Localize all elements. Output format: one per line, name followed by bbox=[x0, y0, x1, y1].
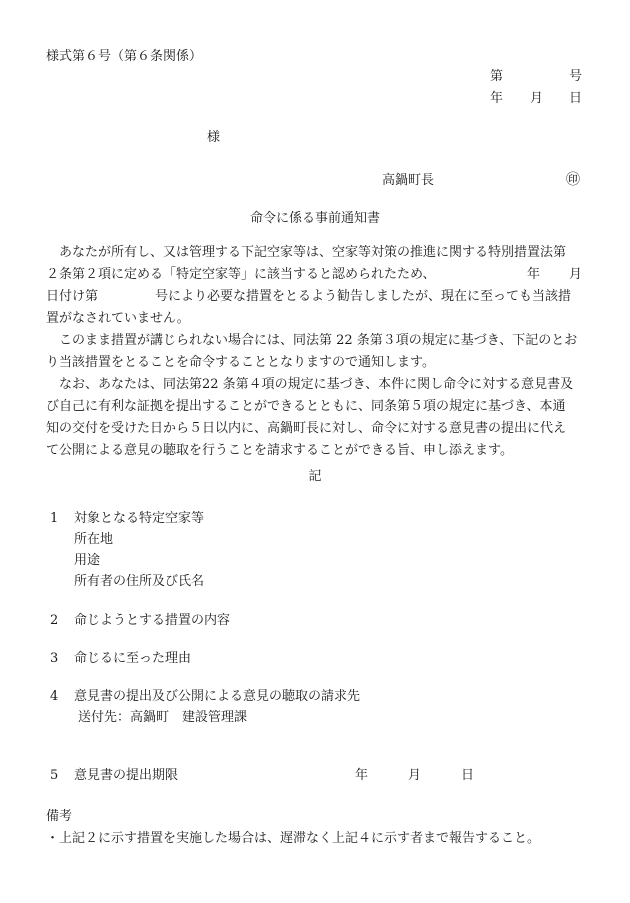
item2-title: 命じようとする措置の内容 bbox=[74, 613, 231, 628]
body-p1-line3b: 号により必要な措置をとるよう勧告しましたが、現在に至っても当該措 bbox=[155, 289, 572, 304]
item1-title: 対象となる特定空家等 bbox=[74, 511, 205, 526]
document-title: 命令に係る事前通知書 bbox=[249, 211, 380, 226]
item3-number: 3 bbox=[50, 651, 59, 666]
item1-number: 1 bbox=[50, 511, 59, 526]
body-p1-line3a: 日付け第 bbox=[46, 289, 99, 304]
body-p3-line1: なお、あなたは、同法第22 条第４項の規定に基づき、本件に関し命令に対する意見書及 bbox=[59, 377, 574, 392]
remarks-text: 上記２に示す措置を実施した場合は、遅滞なく上記４に示す者まで報告すること。 bbox=[59, 831, 541, 846]
item5-number: 5 bbox=[50, 768, 59, 783]
item1-owner: 所有者の住所及び氏名 bbox=[74, 574, 205, 589]
item4-number: 4 bbox=[50, 689, 59, 704]
body-p2-line2: り当該措置をとることを命令することとなりますので通知します。 bbox=[46, 355, 435, 370]
number-suffix: 号 bbox=[569, 69, 583, 84]
item5-day: 日 bbox=[461, 768, 475, 783]
addressee-honorific: 様 bbox=[207, 130, 221, 145]
body-p3-line3: 知の交付を受けた日から５日以内に、高鍋町長に対し、命令に対する意見書の提出に代え bbox=[46, 421, 567, 436]
item3-title: 命じるに至った理由 bbox=[74, 651, 192, 666]
ki-heading: 記 bbox=[308, 469, 322, 484]
item1-usage: 用途 bbox=[74, 553, 101, 568]
body-p1-month: 月 bbox=[569, 267, 583, 282]
body-p3-line2: び自己に有利な証拠を提出することができるとともに、同条第５項の規定に基づき、本通 bbox=[46, 399, 566, 414]
item1-location: 所在地 bbox=[74, 532, 114, 547]
body-p2-line1: このまま措置が講じられない場合には、同法第 22 条第３項の規定に基づき、下記のとお bbox=[59, 333, 578, 348]
body-p1-line2: ２条第２項に定める「特定空家等」に該当すると認められたため、 bbox=[46, 267, 436, 282]
item5-month: 月 bbox=[408, 768, 422, 783]
form-label: 様式第６号（第６条関係） bbox=[46, 49, 203, 64]
date-year: 年 bbox=[490, 91, 504, 106]
item5-title: 意見書の提出期限 bbox=[74, 768, 179, 783]
item4-title: 意見書の提出及び公開による意見の聴取の請求先 bbox=[74, 689, 361, 704]
body-p3-line4: て公開による意見の聴取を行うことを請求することができる旨、申し添えます。 bbox=[46, 443, 513, 458]
body-p1-line4: 置がなされていません。 bbox=[46, 311, 190, 326]
sender-title: 高鍋町長 bbox=[382, 173, 435, 188]
item2-number: 2 bbox=[50, 613, 59, 628]
date-day: 日 bbox=[569, 91, 583, 106]
body-p1-line1: あなたが所有し、又は管理する下記空家等は、空家等対策の推進に関する特別措置法第 bbox=[59, 245, 567, 260]
date-month: 月 bbox=[530, 91, 544, 106]
number-prefix: 第 bbox=[490, 69, 504, 84]
item5-year: 年 bbox=[355, 768, 369, 783]
body-p1-year: 年 bbox=[527, 267, 541, 282]
seal-mark: ㊞ bbox=[566, 172, 580, 188]
remarks-heading: 備考 bbox=[46, 809, 73, 824]
item4-destination: 送付先：高鍋町 建設管理課 bbox=[78, 710, 248, 725]
remarks-bullet: ・ bbox=[46, 831, 60, 846]
